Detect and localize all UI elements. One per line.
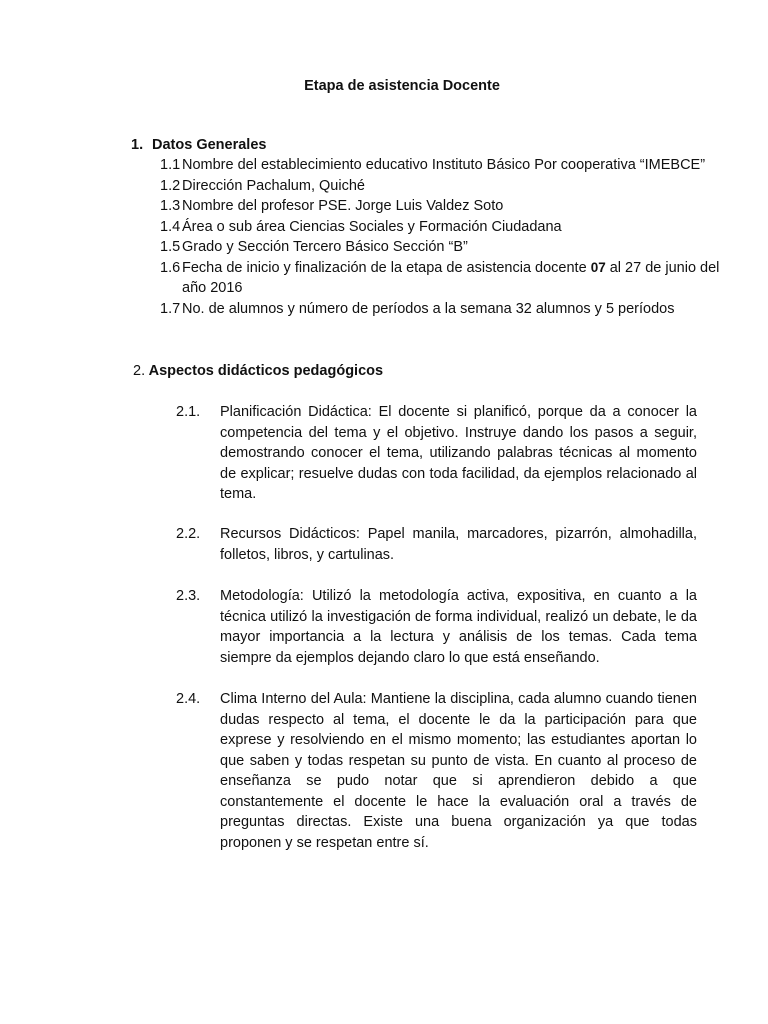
list-item [160,155,720,176]
item-text: No. de alumnos y número de períodos a la semana 32 alumnos y 5 períodos [182,300,675,317]
list-item [160,237,720,258]
item-text: Dirección Pachalum, Quiché [182,177,365,194]
didactic-item [176,689,697,853]
item-number: 2.2. [176,526,201,542]
item-number: 1.1 [160,157,181,173]
list-item [160,196,720,217]
section-1-heading [131,135,266,155]
item-text: Clima Interno del Aula: Mantiene la disciplina, cada alumno cuando tienen dudas respecto al tema, el docente le da la participación para que exprese y resolviendo en el mismo momento; las estudiantes aportan lo que saben y todas respetan su punto de vista. En cuanto al proceso de enseñanza se pudo notar que si aprendieron debido a que constantemente el docente le hace la evaluación oral a través de preguntas directas. Existe una buena organización ya que todas proponen y se respetan entre sí. [220,691,697,851]
item-number: 1.7 [160,300,181,317]
item-number: 1.6 [160,259,181,276]
list-item [160,176,720,197]
didactic-item [176,402,697,505]
item-number: 2.1. [176,404,201,420]
item-text: Área o sub área Ciencias Sociales y Formación Ciudadana [182,218,562,235]
document-title: Etapa de asistencia Docente [304,78,500,94]
item-text: Metodología: Utilizó la metodología activa, expositiva, en cuanto a la técnica utilizó la investigación de forma individual, realizó un debate, le da mayor importancia a la lectura y análisis de los temas. Cada tema siempre da ejemplos dejando claro lo que está enseñando. [220,588,697,666]
list-item [160,299,720,320]
item-start-date: 07 [590,259,606,275]
section-2-title: Aspectos didácticos pedagógicos [148,363,384,379]
section-2-heading [133,361,383,381]
item-text: Recursos Didácticos: Papel manila, marcadores, pizarrón, almohadilla, folletos, libros, y cartulinas. [220,526,697,563]
item-number: 1.5 [160,239,181,255]
item-number: 1.3 [160,198,181,214]
item-text: Nombre del profesor PSE. Jorge Luis Valdez Soto [182,198,504,214]
item-text: Grado y Sección Tercero Básico Sección “B” [182,239,468,255]
item-text: Nombre del establecimiento educativo Instituto Básico Por cooperativa “IMEBCE” [182,157,706,173]
didactic-item [176,586,697,668]
item-number: 1.2 [160,177,181,194]
didactic-item [176,524,697,565]
item-number: 2.3. [176,588,201,604]
item-number: 2.4. [176,691,201,707]
section-1-number: 1. [131,137,144,153]
list-item [160,258,720,299]
section-1-title: Datos Generales [152,137,267,153]
item-text: Planificación Didáctica: El docente si planificó, porque da a conocer la competencia del tema y el objetivo. Instruye dando los pasos a seguir, demostrando conocer el tema, utilizando palabras técnicas al momento de explicar; resuelve dudas con toda facilidad, da ejemplos relacionado al tema. [220,404,697,502]
item-text-before: Fecha de inicio y finalización de la etapa de asistencia docente [182,259,591,276]
item-text-after: al 27 de junio del año 2016 [182,259,720,296]
item-number: 1.4 [160,218,181,235]
section-2-number: 2. [133,363,146,379]
datos-generales-list [160,155,720,319]
list-item [160,217,720,238]
